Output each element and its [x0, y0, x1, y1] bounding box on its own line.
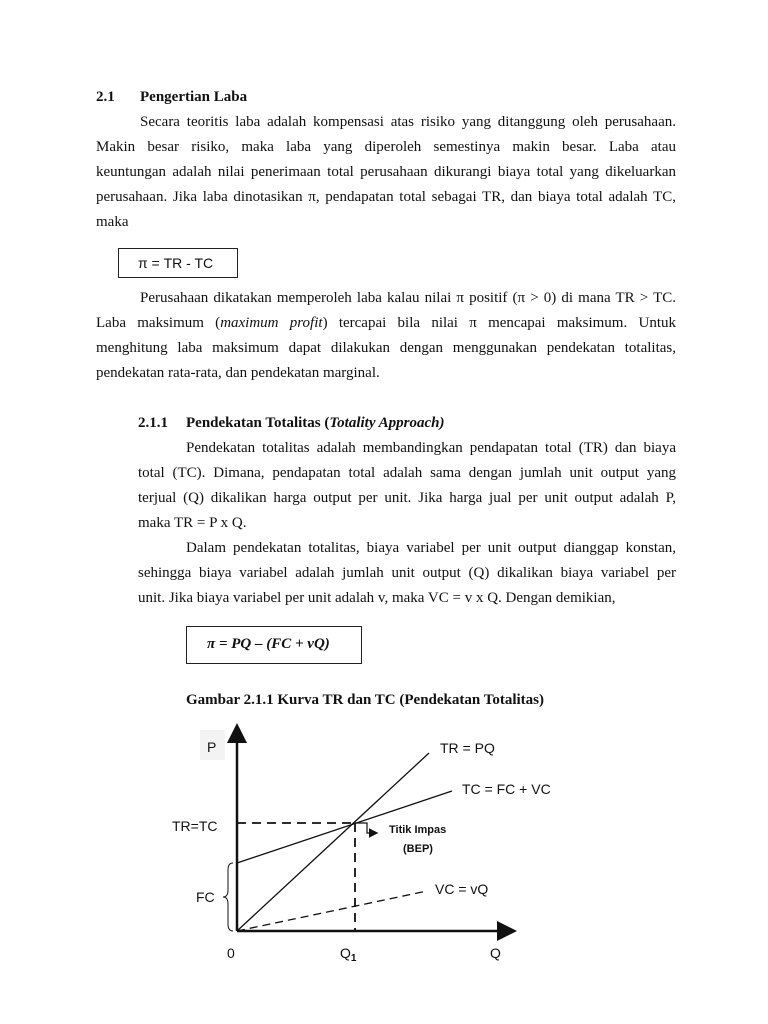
- subsection-number: 2.1.1: [138, 415, 168, 431]
- q1-subscript: 1: [350, 953, 357, 964]
- origin-label: 0: [227, 945, 235, 961]
- section-title: Pengertian Laba: [140, 89, 248, 105]
- para3-line: maka TR = P x Q.: [138, 515, 247, 531]
- para4-line: unit. Jika biaya variabel per unit adalah v, maka VC = v x Q. Dengan demikian,: [138, 590, 616, 606]
- bep-pointer-arrow: [355, 823, 376, 833]
- para1-line: perusahaan. Jika laba dinotasikan π, pendapatan total sebagai TR, dan biaya total adalah TC,: [96, 189, 676, 205]
- para1-line: keuntungan adalah nilai penerimaan total perusahaan dikurangi biaya total yang dikeluarkan: [96, 164, 676, 180]
- formula-text: π = TR - TC: [138, 255, 214, 271]
- fc-brace: [223, 863, 233, 931]
- tc-label: TC = FC + VC: [462, 781, 551, 797]
- q1-main: Q: [340, 945, 351, 961]
- text: ) tercapai bila nilai π mencapai maksimum. Untuk: [322, 315, 676, 331]
- para2-line: pendekatan rata-rata, dan pendekatan marginal.: [96, 365, 380, 381]
- para1-line: maka: [96, 214, 129, 230]
- para2-line: menghitung laba maksimum dapat dilakukan dengan menggunakan pendekatan totalitas,: [96, 340, 676, 356]
- figure-caption: Gambar 2.1.1 Kurva TR dan TC (Pendekatan Totalitas): [186, 692, 544, 708]
- fc-label: FC: [196, 889, 215, 905]
- y-axis-label: P: [207, 739, 217, 755]
- para1-line: Secara teoritis laba adalah kompensasi atas risiko yang ditanggung oleh perusahaan.: [140, 114, 676, 130]
- tr-line: [237, 753, 429, 931]
- para2-line: Perusahaan dikatakan memperoleh laba kalau nilai π positif (π > 0) di mana TR > TC.: [140, 290, 676, 306]
- tr-label: TR = PQ: [440, 740, 495, 756]
- x-axis-label: Q: [490, 945, 501, 961]
- italic-text: Totality Approach): [329, 415, 445, 431]
- tr-tc-label: TR=TC: [172, 818, 218, 834]
- bep-label-abbrev: (BEP): [403, 843, 433, 855]
- section-number: 2.1: [96, 89, 115, 105]
- para3-line: terjual (Q) dikalikan harga output per unit. Jika harga jual per unit output adalah P,: [138, 490, 676, 506]
- vc-line: [237, 891, 427, 931]
- para3-line: Pendekatan totalitas adalah membandingkan pendapatan total (TR) dan biaya: [186, 440, 676, 456]
- vc-label: VC = vQ: [435, 881, 489, 897]
- para3-line: total (TC). Dimana, pendapatan total adalah sama dengan jumlah unit output yang: [138, 465, 676, 481]
- text: Laba maksimum (: [96, 315, 221, 331]
- italic-term: maximum profit: [220, 315, 323, 331]
- formula-text: π = PQ – (FC + vQ): [207, 636, 330, 652]
- para1-line: Makin besar risiko, maka laba yang diperoleh semestinya makin besar. Laba atau: [96, 139, 676, 155]
- q1-label: [340, 945, 357, 964]
- bep-label: Titik Impas: [389, 824, 447, 836]
- para4-line: Dalam pendekatan totalitas, biaya variabel per unit output dianggap konstan,: [186, 540, 676, 556]
- para4-line: sehingga biaya variabel adalah jumlah unit output (Q) dikalikan biaya variabel per: [138, 565, 676, 581]
- text: Pendekatan Totalitas (: [186, 415, 330, 431]
